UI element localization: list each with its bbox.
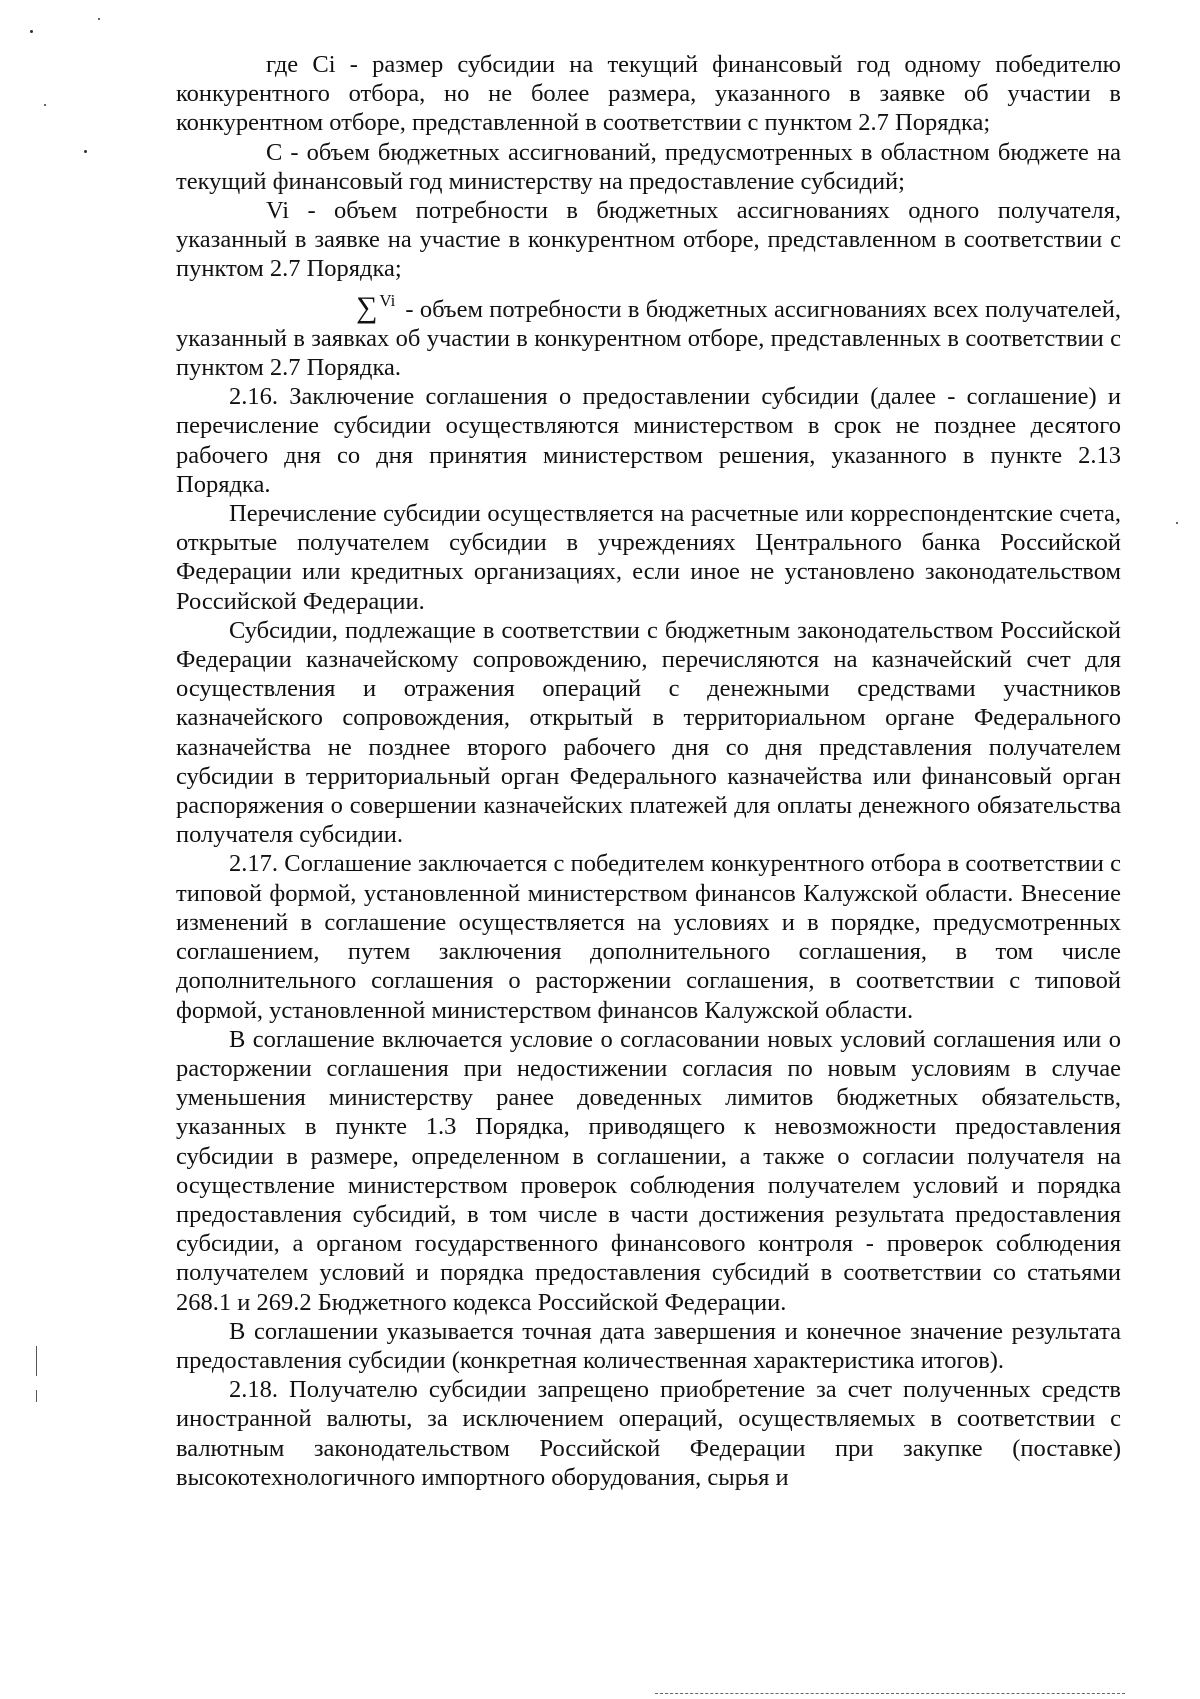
definition-vi: Vi - объем потребности в бюджетных ассигнованиях одного получателя, указанный в заявке на участие в конкурентном отборе, представленном в соответствии с пунктом 2.7 Порядка; [176,197,1121,283]
scan-speck [44,104,46,106]
paragraph-agreement-conditions: В соглашение включается условие о согласовании новых условий соглашения или о расторжении соглашения при недостижении согласия по новым условиям в случае уменьшения министерству ранее доведенных лимитов бюджетных обязательств, указанных в пункте 1.3 Порядка, приводящего к невозможности предоставления субсидии в размере, определенном в соглашении, а также о согласии получателя на осуществление министерством проверок соблюдения получателем условий и порядка предоставления субсидий, в том числе в части достижения результата предоставления субсидии, а органом государственного финансового контроля - проверок соблюдения получателем условий и порядка предоставления субсидий в соответствии со статьями 268.1 и 269.2 Бюджетного кодекса Российской Федерации. [176,1025,1121,1316]
scan-margin-mark [36,1390,37,1402]
scan-margin-mark [36,1346,37,1376]
scan-speck [30,30,33,33]
paragraph-treasury-support: Субсидии, подлежащие в соответствии с бюджетным законодательством Российской Федерации казначейскому сопровождению, перечисляются на казначейский счет для осуществления и отражения операций с денежными средствами участников казначейского сопровождения, открытый в территориальном органе Федерального казначейства не позднее второго рабочего дня со дня представления получателем субсидии в территориальный орган Федерального казначейства или финансовый орган распоряжения о совершении казначейских платежей для оплаты денежного обязательства получателя субсидии. [176,616,1121,849]
sum-symbol: ∑ [356,290,378,324]
scan-speck [98,18,100,20]
sum-subscript: Vi [379,290,396,310]
paragraph-transfer-accounts: Перечисление субсидии осуществляется на расчетные или корреспондентские счета, открытые получателем субсидии в учреждениях Центрального банка Российской Федерации или кредитных организациях, если иное не установлено законодательством Российской Федерации. [176,500,1121,615]
clause-2-16: 2.16. Заключение соглашения о предоставлении субсидии (далее - соглашение) и перечисление субсидии осуществляются министерством в срок не позднее десятого рабочего дня со дня принятия министерством решения, указанного в пункте 2.13 Порядка. [176,383,1121,498]
definition-sum-vi [176,286,1121,383]
document-page [176,50,1121,1492]
definition-sum-text: - объем потребности в бюджетных ассигнованиях всех получателей, указанный в заявках об участии в конкурентном отборе, представленных в соответствии с пунктом 2.7 Порядка. [176,295,1121,382]
scan-bottom-line [655,1693,1125,1694]
clause-2-18: 2.18. Получателю субсидии запрещено приобретение за счет полученных средств иностранной валюты, за исключением операций, осуществляемых в соответствии с валютным законодательством Российской Федерации при закупке (поставке) высокотехнологичного импортного оборудования, сырья и [176,1376,1121,1491]
definition-ci: где Ci - размер субсидии на текущий финансовый год одному победителю конкурентного отбора, но не более размера, указанного в заявке об участии в конкурентном отборе, представленной в соответствии с пунктом 2.7 Порядка; [176,51,1121,137]
paragraph-completion-date: В соглашении указывается точная дата завершения и конечное значение результата предоставления субсидии (конкретная количественная характеристика итогов). [176,1317,1121,1374]
scan-speck [84,150,87,153]
definition-c: С - объем бюджетных ассигнований, предусмотренных в областном бюджете на текущий финансовый год министерству на предоставление субсидий; [176,138,1121,195]
scan-speck [1176,522,1178,524]
clause-2-17: 2.17. Соглашение заключается с победителем конкурентного отбора в соответствии с типовой формой, установленной министерством финансов Калужской области. Внесение изменений в соглашение осуществляется на условиях и в порядке, предусмотренных соглашением, путем заключения дополнительного соглашения, в том числе дополнительного соглашения о расторжении соглашения, в соответствии с типовой формой, установленной министерством финансов Калужской области. [176,850,1121,1024]
